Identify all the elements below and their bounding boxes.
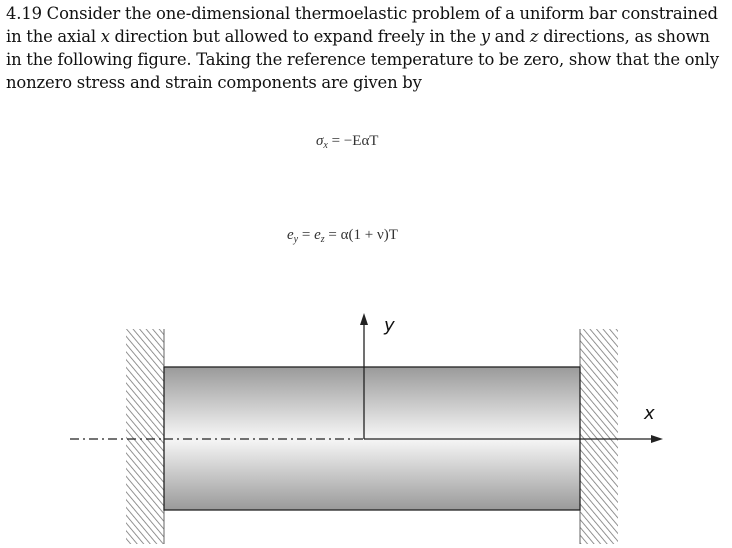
stress-subscript: x bbox=[323, 140, 328, 151]
problem-text-3: and bbox=[489, 27, 530, 46]
strain-equation: $e_y = e_z = \alpha(1 + \nu)T$ bbox=[287, 227, 398, 245]
problem-text-2: direction but allowed to expand freely in the bbox=[109, 27, 481, 46]
problem-statement bbox=[6, 2, 728, 94]
problem-axis-x: x bbox=[100, 27, 110, 46]
x-axis-label: x bbox=[644, 403, 655, 424]
problem-text-1: Consider the one-dimensional thermoelastic problem of a uniform bar constrained in the axial bbox=[6, 4, 718, 46]
problem-axis-y: y bbox=[480, 27, 490, 46]
strain-subscript-y: y bbox=[293, 234, 299, 245]
left-wall-hatching bbox=[126, 329, 164, 544]
stress-equation bbox=[316, 133, 378, 151]
constrained-bar-figure bbox=[70, 309, 663, 546]
figure-drawing bbox=[70, 309, 663, 546]
strain-rhs: = α(1 + ν)T bbox=[324, 227, 398, 243]
right-wall-hatching bbox=[580, 329, 618, 544]
strain-symbol-z: e bbox=[314, 227, 321, 243]
stress-rhs: = −EαT bbox=[327, 133, 379, 149]
y-axis-label: y bbox=[384, 315, 395, 336]
strain-symbol-y: e bbox=[287, 227, 294, 243]
stress-symbol: σ bbox=[316, 133, 324, 149]
problem-number: 4.19 bbox=[6, 4, 42, 23]
problem-text-4: directions, as shown in the following figure. Taking the reference temperature to be zero, show that the only nonzero stress and strain components are given by bbox=[6, 27, 719, 92]
strain-subscript-z: z bbox=[320, 234, 325, 245]
problem-axis-z: z bbox=[529, 27, 539, 46]
